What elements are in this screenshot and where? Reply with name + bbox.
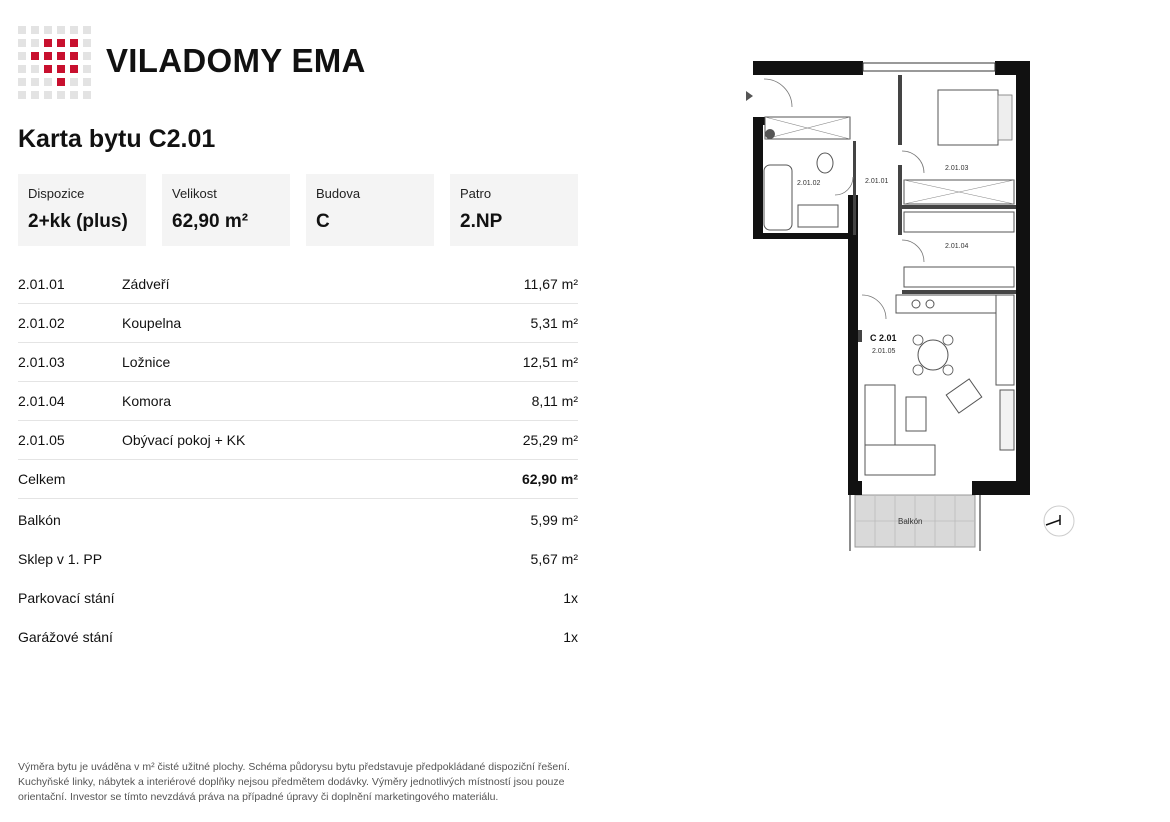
page-title: Karta bytu C2.01 <box>18 125 216 153</box>
room-table <box>18 265 578 499</box>
room-code: 2.01.04 <box>18 393 65 409</box>
room-label: 2.01.02 <box>797 180 821 187</box>
storage-shelf <box>904 267 1014 287</box>
room-area: 5,31 m² <box>530 315 578 331</box>
extra-label: Sklep v 1. PP <box>18 550 103 567</box>
entry-arrow-icon <box>746 91 753 101</box>
room-name: Komora <box>122 393 172 409</box>
bathtub <box>764 165 792 230</box>
table-row <box>18 304 578 343</box>
extra-value: 5,99 m² <box>530 511 578 528</box>
unit-label: C 2.01 <box>870 333 897 343</box>
list-item <box>18 539 578 578</box>
sofa <box>865 445 935 475</box>
room-label: 2.01.01 <box>865 178 889 185</box>
extra-label: Parkovací stání <box>18 589 115 606</box>
extra-value: 5,67 m² <box>530 550 578 567</box>
summary-label: Dispozice <box>28 186 85 201</box>
room-label: 2.01.05 <box>872 348 896 355</box>
summary-value: 2.NP <box>460 211 503 232</box>
disclaimer-note: Výměra bytu je uváděna v m² čisté užitné plochy. Schéma půdorysu bytu představuje předpokládané dispoziční řešení. Kuchyňské linky, nábytek a interiérové doplňky nejsou předmětem dodávky. Výměry jednotlivých místností jsou pouze orientační. Investor se tímto nevzdává práva na případné úpravy či doplnění marketingového materiálu. <box>18 761 570 803</box>
armchair <box>946 379 982 413</box>
room-label: 2.01.03 <box>945 165 969 172</box>
room-area: 11,67 m² <box>523 276 578 292</box>
total-area: 62,90 m² <box>521 471 578 487</box>
extra-label: Balkón <box>18 511 61 528</box>
summary-label: Budova <box>316 186 361 201</box>
list-item <box>18 617 578 656</box>
room-area: 8,11 m² <box>531 393 578 409</box>
room-name: Ložnice <box>122 354 171 370</box>
summary-card-velikost <box>162 174 290 246</box>
bed <box>938 90 998 145</box>
table-row <box>18 382 578 421</box>
extras-list <box>18 500 578 656</box>
sink <box>798 205 838 227</box>
tv-unit <box>1000 390 1014 450</box>
toilet <box>817 153 833 173</box>
room-area: 12,51 m² <box>522 354 578 370</box>
table-row <box>18 265 578 304</box>
table-row <box>18 343 578 382</box>
summary-card-patro <box>450 174 578 246</box>
list-item <box>18 578 578 617</box>
room-code: 2.01.05 <box>18 432 65 448</box>
logo <box>18 26 366 96</box>
balcony-label: Balkón <box>898 517 923 526</box>
brand-name: VILADOMY EMA <box>106 42 366 79</box>
summary-cards <box>18 174 578 246</box>
room-code: 2.01.02 <box>18 315 65 331</box>
window <box>863 63 995 71</box>
logo-mark <box>18 26 88 96</box>
total-row <box>18 460 578 499</box>
room-area: 25,29 m² <box>522 432 578 448</box>
extra-value: 1x <box>563 589 578 606</box>
room-name: Koupelna <box>122 315 182 331</box>
summary-label: Velikost <box>172 186 217 201</box>
summary-card-budova <box>306 174 434 246</box>
extra-value: 1x <box>563 628 578 645</box>
summary-value: 2+kk (plus) <box>28 211 128 232</box>
summary-value: C <box>316 211 330 232</box>
room-label: 2.01.04 <box>945 243 969 250</box>
summary-value: 62,90 m² <box>172 211 249 232</box>
table-row <box>18 421 578 460</box>
room-code: 2.01.01 <box>18 276 65 292</box>
room-name: Obývací pokoj + KK <box>122 432 246 448</box>
nightstand <box>998 95 1012 140</box>
room-code: 2.01.03 <box>18 354 65 370</box>
room-name: Zádveří <box>122 276 170 292</box>
summary-label: Patro <box>460 186 492 201</box>
floor-plan <box>740 55 1090 555</box>
coffee-table <box>906 397 926 431</box>
kitchen-counter <box>896 295 996 313</box>
list-item <box>18 500 578 539</box>
kitchen-counter <box>996 295 1014 385</box>
summary-card-dispozice <box>18 174 146 246</box>
extra-label: Garážové stání <box>18 628 113 645</box>
total-label: Celkem <box>18 471 66 487</box>
meter-icon <box>765 129 775 139</box>
dining-table <box>918 340 948 370</box>
storage-shelf <box>904 212 1014 232</box>
